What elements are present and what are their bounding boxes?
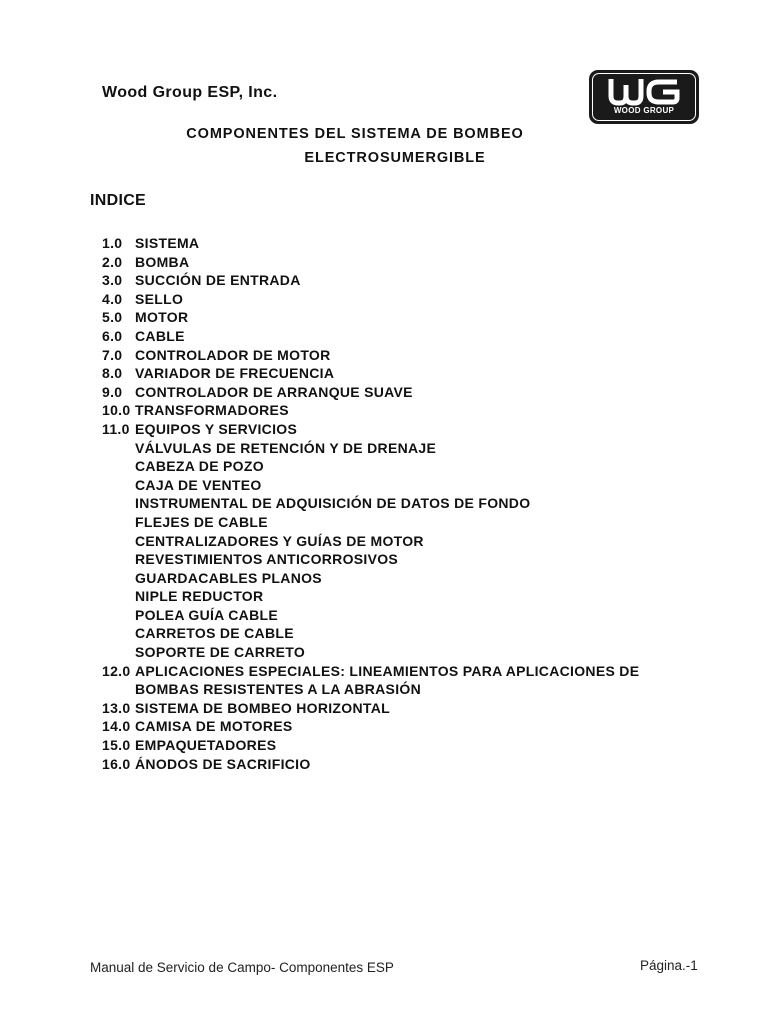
toc-item: [102, 550, 702, 569]
toc-item-label: APLICACIONES ESPECIALES: LINEAMIENTOS PARA APLICACIONES DE: [135, 662, 640, 679]
footer-manual-title: Manual de Servicio de Campo- Componentes ESP: [90, 960, 394, 975]
toc-item-number: 14.0: [102, 718, 131, 735]
toc-item: [102, 401, 702, 420]
toc-item: [102, 587, 702, 606]
document-title-line-2: ELECTROSUMERGIBLE: [304, 150, 486, 166]
document-title-line-1: COMPONENTES DEL SISTEMA DE BOMBEO: [186, 126, 524, 142]
toc-item-label: EQUIPOS Y SERVICIOS: [135, 420, 298, 437]
toc-item-label: CAMISA DE MOTORES: [135, 718, 293, 735]
toc-item: [102, 457, 702, 476]
toc-item-label: TRANSFORMADORES: [135, 402, 289, 419]
toc-item-label: MOTOR: [135, 309, 189, 326]
toc-item-number: 9.0: [102, 383, 123, 400]
toc-item-label: NIPLE REDUCTOR: [135, 588, 264, 605]
toc-item-label: SUCCIÓN DE ENTRADA: [135, 272, 301, 289]
toc-item-number: 1.0: [102, 235, 123, 251]
wg-monogram-icon: [589, 70, 699, 124]
toc-item: [102, 643, 702, 662]
footer-page-number: Página.-1: [640, 958, 698, 973]
toc-item-label: SISTEMA DE BOMBEO HORIZONTAL: [135, 699, 390, 716]
toc-item: [102, 680, 702, 699]
toc-item-label: CENTRALIZADORES Y GUÍAS DE MOTOR: [135, 532, 424, 549]
toc-item: [102, 234, 702, 253]
toc-item-label: SISTEMA: [135, 235, 200, 251]
toc-item-label: VÁLVULAS DE RETENCIÓN Y DE DRENAJE: [135, 439, 437, 456]
toc-item: [102, 476, 702, 495]
toc-item: [102, 736, 702, 755]
toc-item-label: EMPAQUETADORES: [135, 737, 277, 754]
toc-item-label: CONTROLADOR DE MOTOR: [135, 346, 331, 363]
toc-item: [102, 420, 702, 439]
toc-item: [102, 755, 702, 774]
toc-item: [102, 532, 702, 551]
toc-item-label: REVESTIMIENTOS ANTICORROSIVOS: [135, 551, 399, 568]
toc-item-label: SOPORTE DE CARRETO: [135, 644, 306, 661]
toc-item-label: CABLE: [135, 327, 185, 344]
toc-item: [102, 271, 702, 290]
toc-item-label: POLEA GUÍA CABLE: [135, 606, 278, 623]
toc-item: [102, 346, 702, 365]
toc-item-number: 8.0: [102, 365, 123, 382]
toc-item-label: CARRETOS DE CABLE: [135, 625, 294, 642]
toc-item: [102, 662, 702, 681]
toc-item: [102, 513, 702, 532]
toc-item-number: 4.0: [102, 290, 123, 307]
toc-item-label: GUARDACABLES PLANOS: [135, 569, 322, 586]
toc-item-number: 7.0: [102, 346, 123, 363]
toc-item: [102, 494, 702, 513]
toc-item-number: 10.0: [102, 402, 131, 419]
toc-item-label: CABEZA DE POZO: [135, 458, 264, 475]
wood-group-logo: [589, 70, 699, 124]
toc-item: [102, 624, 702, 643]
toc-item: [102, 569, 702, 588]
toc-item: [102, 308, 702, 327]
company-name: Wood Group ESP, Inc.: [102, 84, 278, 101]
toc-item: [102, 327, 702, 346]
table-of-contents: [102, 234, 702, 773]
toc-item-label: VARIADOR DE FRECUENCIA: [135, 365, 335, 382]
toc-item-label: SELLO: [135, 290, 184, 307]
toc-item-label: CAJA DE VENTEO: [135, 476, 262, 493]
toc-item: [102, 606, 702, 625]
toc-item-label: FLEJES DE CABLE: [135, 513, 268, 530]
toc-item: [102, 383, 702, 402]
toc-item: [102, 717, 702, 736]
toc-item-number: 16.0: [102, 755, 131, 772]
toc-item-label: BOMBAS RESISTENTES A LA ABRASIÓN: [135, 681, 421, 698]
toc-item-number: 3.0: [102, 272, 123, 289]
toc-item-number: 6.0: [102, 327, 123, 344]
toc-item-label: BOMBA: [135, 253, 190, 270]
toc-item-number: 15.0: [102, 737, 131, 754]
toc-item-label: INSTRUMENTAL DE ADQUISICIÓN DE DATOS DE FONDO: [135, 495, 531, 512]
toc-item-number: 5.0: [102, 309, 123, 326]
toc-item: [102, 699, 702, 718]
toc-item: [102, 290, 702, 309]
toc-item-number: 12.0: [102, 662, 131, 679]
toc-item-label: CONTROLADOR DE ARRANQUE SUAVE: [135, 383, 413, 400]
toc-item: [102, 364, 702, 383]
toc-item-number: 13.0: [102, 699, 131, 716]
toc-item-number: 2.0: [102, 253, 123, 270]
logo-text: WOOD GROUP: [613, 106, 675, 115]
toc-item: [102, 253, 702, 272]
toc-item-number: 11.0: [102, 420, 130, 437]
toc-item: [102, 439, 702, 458]
toc-item-label: ÁNODOS DE SACRIFICIO: [135, 755, 311, 772]
index-heading: INDICE: [90, 192, 147, 209]
